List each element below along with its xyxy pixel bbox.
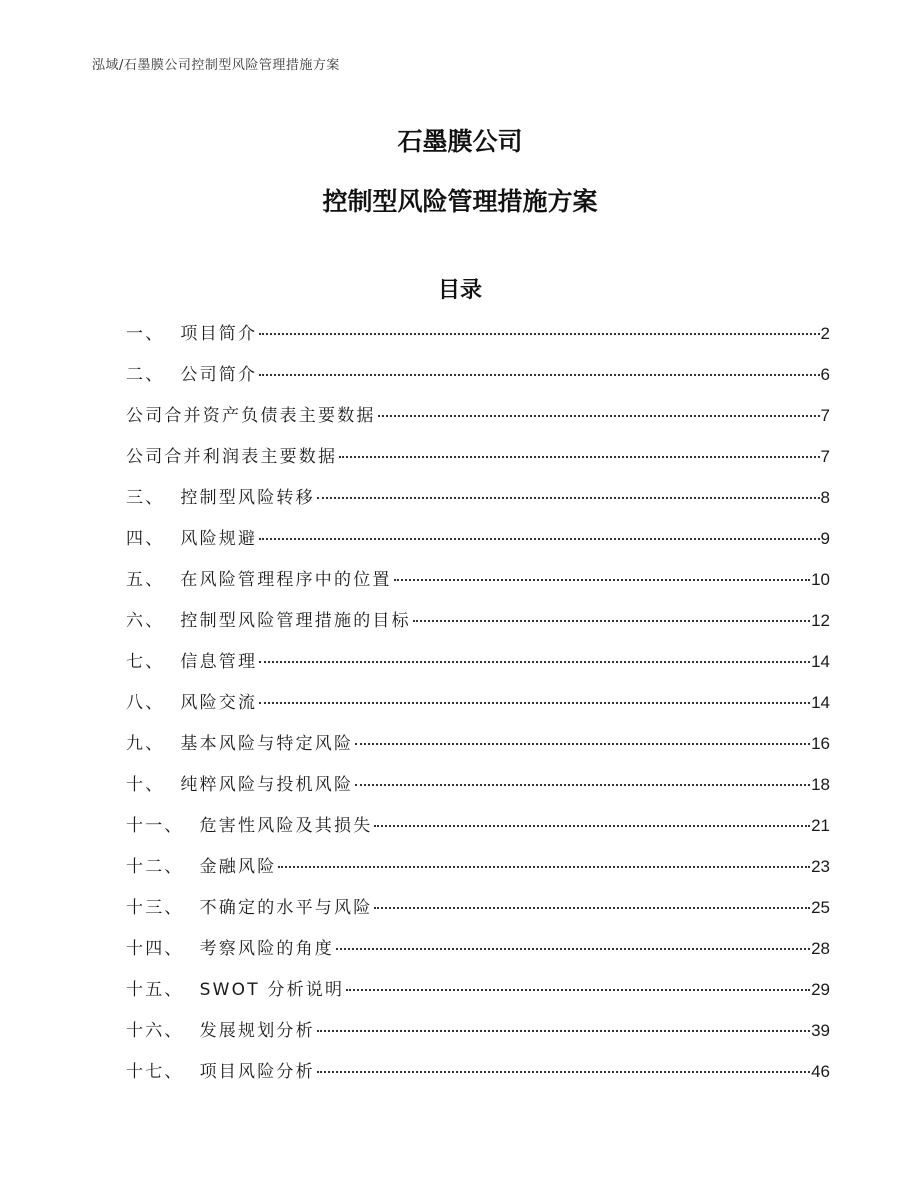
toc-entry-title: 不确定的水平与风险 xyxy=(199,898,373,918)
toc-entry[interactable] xyxy=(126,811,830,852)
toc-entry-title: 公司合并利润表主要数据 xyxy=(126,447,338,467)
toc-entry-page: 46 xyxy=(811,1062,830,1081)
toc-entry-number: 七、 xyxy=(126,652,165,672)
toc-entry-title: 基本风险与特定风险 xyxy=(180,734,354,754)
toc-dot-leader xyxy=(259,374,819,376)
toc-entry-page: 2 xyxy=(820,324,830,343)
toc-entry[interactable] xyxy=(126,1057,830,1098)
toc-entry[interactable] xyxy=(126,647,830,688)
toc-entry-page: 18 xyxy=(811,775,830,794)
toc-entry-title: 项目风险分析 xyxy=(199,1062,315,1082)
toc-entry-number: 五、 xyxy=(126,570,165,590)
toc-dot-leader xyxy=(374,907,810,909)
toc-entry[interactable] xyxy=(126,401,830,442)
toc-entry-number: 九、 xyxy=(126,734,165,754)
toc-entry[interactable] xyxy=(126,729,830,770)
toc-dot-leader xyxy=(378,415,820,417)
toc-dot-leader xyxy=(346,989,810,991)
toc-entry-number: 十、 xyxy=(126,775,165,795)
toc-dot-leader xyxy=(355,743,810,745)
toc-entry-page: 29 xyxy=(811,980,830,999)
toc-entry-page: 21 xyxy=(811,816,830,835)
toc-entry-title: 风险规避 xyxy=(180,529,258,549)
toc-dot-leader xyxy=(394,579,810,581)
toc-dot-leader xyxy=(259,538,819,540)
toc-entry-page: 16 xyxy=(811,734,830,753)
toc-entry[interactable] xyxy=(126,442,830,483)
toc-dot-leader xyxy=(317,1071,810,1073)
toc-entry-title: 控制型风险转移 xyxy=(180,488,315,508)
toc-entry-title: 信息管理 xyxy=(180,652,258,672)
toc-entry-page: 28 xyxy=(811,939,830,958)
toc-entry[interactable] xyxy=(126,483,830,524)
toc-dot-leader xyxy=(259,661,810,663)
toc-entry-page: 8 xyxy=(820,488,830,507)
toc-entry-page: 39 xyxy=(811,1021,830,1040)
toc-entry[interactable] xyxy=(126,852,830,893)
toc-entry-page: 12 xyxy=(811,611,830,630)
toc-entry-page: 14 xyxy=(811,652,830,671)
toc-entry-page: 14 xyxy=(811,693,830,712)
toc-entry-page: 7 xyxy=(820,447,830,466)
toc-dot-leader xyxy=(317,1030,810,1032)
toc-entry[interactable] xyxy=(126,688,830,729)
toc-entry-number: 十三、 xyxy=(126,898,184,918)
toc-entry-number: 六、 xyxy=(126,611,165,631)
toc-entry-title: SWOT 分析说明 xyxy=(199,980,345,1000)
toc-entry-title: 风险交流 xyxy=(180,693,258,713)
toc-entry-page: 10 xyxy=(811,570,830,589)
toc-entry-title: 考察风险的角度 xyxy=(199,939,335,959)
toc-dot-leader xyxy=(317,497,820,499)
toc-entry[interactable] xyxy=(126,565,830,606)
toc-dot-leader xyxy=(339,456,819,458)
toc-entry-title: 公司合并资产负债表主要数据 xyxy=(126,406,376,426)
table-of-contents xyxy=(126,319,830,1098)
toc-entry-page: 6 xyxy=(820,365,830,384)
toc-entry[interactable] xyxy=(126,360,830,401)
toc-dot-leader xyxy=(278,866,810,868)
toc-entry-title: 纯粹风险与投机风险 xyxy=(180,775,354,795)
company-title: 石墨膜公司 xyxy=(397,127,523,156)
toc-entry-number: 四、 xyxy=(126,529,165,549)
toc-dot-leader xyxy=(336,948,810,950)
toc-entry-page: 23 xyxy=(811,857,830,876)
toc-entry[interactable] xyxy=(126,975,830,1016)
toc-entry[interactable] xyxy=(126,524,830,565)
toc-entry-title: 危害性风险及其损失 xyxy=(199,816,373,836)
document-title: 控制型风险管理措施方案 xyxy=(322,187,598,216)
toc-entry[interactable] xyxy=(126,606,830,647)
toc-entry-title: 发展规划分析 xyxy=(199,1021,315,1041)
toc-entry-page: 9 xyxy=(820,529,830,548)
toc-entry-title: 项目简介 xyxy=(180,324,258,344)
toc-entry-number: 二、 xyxy=(126,365,165,385)
toc-entry-number: 八、 xyxy=(126,693,165,713)
toc-entry-page: 7 xyxy=(820,406,830,425)
toc-entry-page: 25 xyxy=(811,898,830,917)
toc-entry-title: 金融风险 xyxy=(199,857,277,877)
toc-dot-leader xyxy=(355,784,810,786)
toc-entry[interactable] xyxy=(126,770,830,811)
toc-entry[interactable] xyxy=(126,319,830,360)
toc-dot-leader xyxy=(374,825,810,827)
running-header: 泓域/石墨膜公司控制型风险管理措施方案 xyxy=(92,58,340,73)
toc-entry[interactable] xyxy=(126,1016,830,1057)
toc-entry-number: 十五、 xyxy=(126,980,184,1000)
toc-heading: 目录 xyxy=(437,278,482,303)
toc-entry-number: 十六、 xyxy=(126,1021,184,1041)
toc-entry-title: 公司简介 xyxy=(180,365,258,385)
toc-dot-leader xyxy=(413,620,810,622)
toc-entry-number: 十七、 xyxy=(126,1062,184,1082)
toc-dot-leader xyxy=(259,702,810,704)
toc-entry[interactable] xyxy=(126,893,830,934)
toc-entry-number: 三、 xyxy=(126,488,165,508)
toc-entry-title: 控制型风险管理措施的目标 xyxy=(180,611,411,631)
toc-entry-title: 在风险管理程序中的位置 xyxy=(180,570,392,590)
toc-entry-number: 十四、 xyxy=(126,939,184,959)
toc-entry-number: 十一、 xyxy=(126,816,184,836)
toc-entry-number: 十二、 xyxy=(126,857,184,877)
toc-dot-leader xyxy=(259,333,819,335)
toc-entry[interactable] xyxy=(126,934,830,975)
toc-entry-number: 一、 xyxy=(126,324,165,344)
